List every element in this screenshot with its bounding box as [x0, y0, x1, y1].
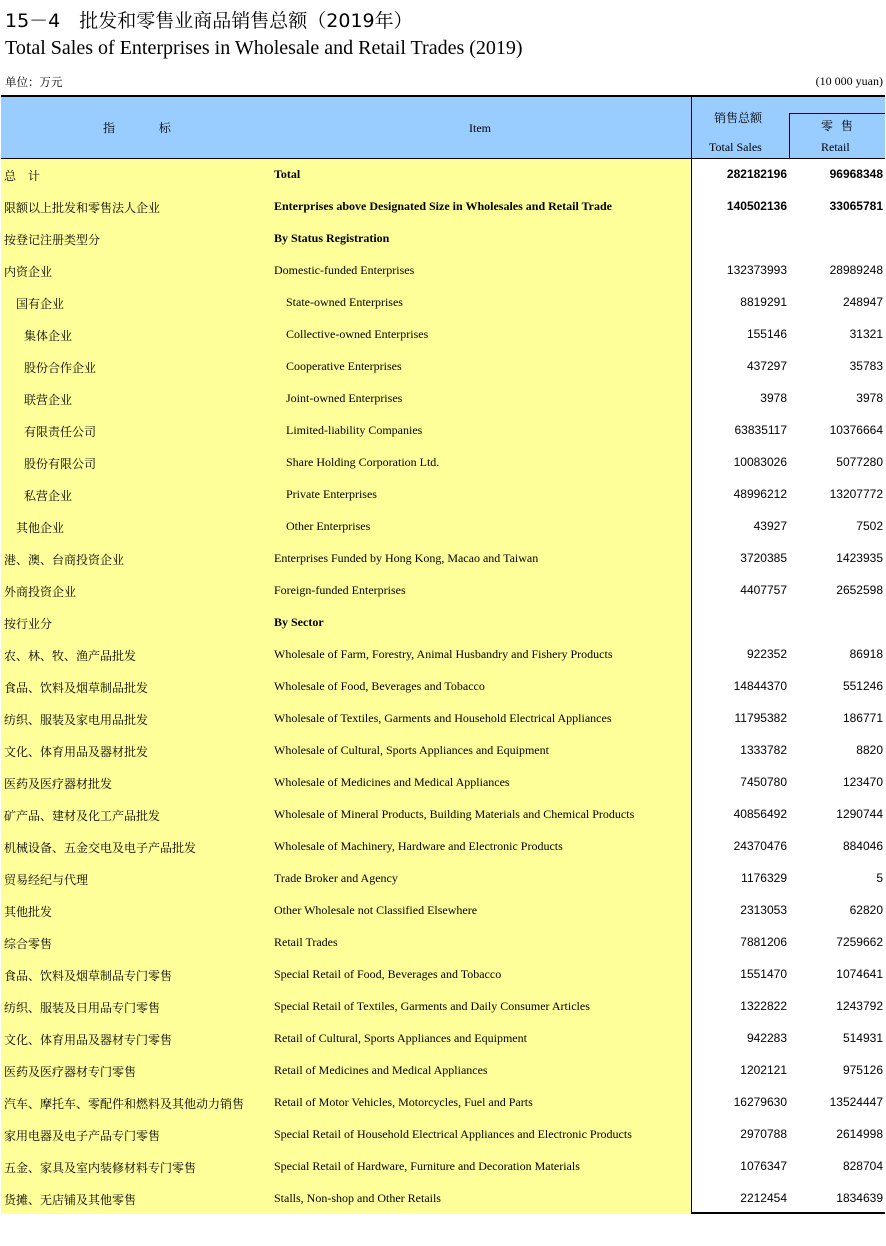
total-sales-value: 1551470	[740, 967, 787, 981]
total-sales-value: 11795382	[734, 711, 787, 725]
retail-value: 13524447	[829, 1095, 883, 1109]
row-label-cn: 港、澳、台商投资企业	[4, 553, 125, 567]
row-label-cn: 国有企业	[16, 297, 65, 311]
table-row	[1, 159, 885, 191]
header-item-cn: 指 标	[103, 121, 171, 135]
header-total-sales-cn: 销售总额	[714, 111, 763, 125]
total-sales-value: 437297	[746, 359, 787, 373]
total-sales-value: 922352	[746, 647, 787, 661]
header-total-sales-en: Total Sales	[709, 140, 762, 154]
total-sales-value: 7881206	[740, 935, 787, 949]
table-row	[1, 767, 885, 799]
row-label-en: Trade Broker and Agency	[274, 871, 398, 885]
total-sales-value: 155146	[746, 327, 787, 341]
row-label-cn: 机械设备、五金交电及电子产品批发	[4, 841, 197, 855]
table-body	[1, 159, 885, 1214]
row-label-cn: 外商投资企业	[4, 585, 77, 599]
table-row	[1, 799, 885, 831]
row-label-cn: 总 计	[4, 169, 41, 183]
row-label-en: Cooperative Enterprises	[286, 359, 402, 373]
row-label-en: Limited-liability Companies	[286, 423, 423, 437]
retail-value: 514931	[842, 1031, 883, 1045]
row-label-cn: 农、林、牧、渔产品批发	[4, 649, 137, 663]
row-label-en: Other Wholesale not Classified Elsewhere	[274, 903, 478, 917]
retail-value: 7259662	[836, 935, 883, 949]
row-label-en: Retail of Motor Vehicles, Motorcycles, Fuel and Parts	[274, 1095, 533, 1109]
total-sales-value: 2970788	[740, 1127, 787, 1141]
row-label-cn: 货摊、无店铺及其他零售	[4, 1193, 137, 1207]
total-sales-value: 8819291	[740, 295, 787, 309]
row-label-en: Retail Trades	[274, 935, 338, 949]
table-row	[1, 1055, 885, 1087]
table-row	[1, 1087, 885, 1119]
total-sales-value: 40856492	[733, 807, 787, 821]
table-row	[1, 383, 885, 415]
table-row	[1, 863, 885, 895]
row-label-en: Retail of Cultural, Sports Appliances and Equipment	[274, 1031, 527, 1045]
total-sales-value: 942283	[746, 1031, 787, 1045]
total-sales-value: 140502136	[726, 199, 787, 213]
row-label-en: Enterprises above Designated Size in Wholesales and Retail Trade	[274, 199, 613, 213]
total-sales-value: 2212454	[740, 1191, 787, 1205]
table-row	[1, 319, 885, 351]
table-row	[1, 639, 885, 671]
table-header	[1, 97, 885, 159]
total-sales-value: 3720385	[740, 551, 787, 565]
row-label-en: Wholesale of Mineral Products, Building Materials and Chemical Products	[274, 807, 635, 821]
total-sales-value: 7450780	[740, 775, 787, 789]
table-row	[1, 991, 885, 1023]
row-label-en: Other Enterprises	[286, 519, 371, 533]
total-sales-value: 10083026	[733, 455, 787, 469]
row-label-cn: 股份合作企业	[24, 361, 97, 375]
table-row	[1, 223, 885, 255]
table-row	[1, 1023, 885, 1055]
retail-value: 86918	[849, 647, 883, 661]
retail-value: 1243792	[836, 999, 883, 1013]
sales-table	[1, 95, 885, 1214]
total-sales-value: 4407757	[740, 583, 787, 597]
unit-label-cn: 单位：万元	[5, 75, 63, 89]
retail-value: 1834639	[836, 1191, 883, 1205]
row-label-cn: 家用电器及电子产品专门零售	[4, 1129, 161, 1143]
row-label-en: Wholesale of Food, Beverages and Tobacco	[274, 679, 485, 693]
header-item-en: Item	[469, 121, 491, 135]
table-row	[1, 1119, 885, 1151]
retail-value: 8820	[856, 743, 883, 757]
row-label-en: Stalls, Non-shop and Other Retails	[274, 1191, 441, 1205]
row-label-cn: 医药及医疗器材专门零售	[4, 1065, 137, 1079]
row-label-cn: 联营企业	[24, 393, 73, 407]
table-row	[1, 959, 885, 991]
retail-value: 1074641	[836, 967, 883, 981]
retail-value: 1423935	[836, 551, 883, 565]
total-sales-value: 132373993	[726, 263, 787, 277]
retail-value: 35783	[849, 359, 883, 373]
row-label-cn: 文化、体育用品及器材专门零售	[4, 1033, 173, 1047]
total-sales-value: 16279630	[733, 1095, 787, 1109]
row-label-en: Special Retail of Food, Beverages and Tobacco	[274, 967, 502, 981]
row-label-cn: 私营企业	[24, 489, 73, 503]
total-sales-value: 48996212	[733, 487, 787, 501]
retail-value: 28989248	[829, 263, 883, 277]
row-label-cn: 纺织、服装及家电用品批发	[4, 713, 149, 727]
retail-value: 5077280	[836, 455, 883, 469]
retail-value: 2614998	[836, 1127, 883, 1141]
row-label-cn: 限额以上批发和零售法人企业	[4, 201, 161, 215]
retail-value: 884046	[842, 839, 883, 853]
retail-value: 123470	[842, 775, 883, 789]
row-label-cn: 内资企业	[4, 265, 53, 279]
row-label-cn: 股份有限公司	[24, 457, 97, 471]
table-row	[1, 1183, 885, 1215]
total-sales-value: 2313053	[740, 903, 787, 917]
row-label-en: Wholesale of Medicines and Medical Appliances	[274, 775, 510, 789]
row-label-cn: 按登记注册类型分	[4, 233, 101, 247]
table-row	[1, 287, 885, 319]
total-sales-value: 1202121	[740, 1063, 787, 1077]
retail-value: 186771	[842, 711, 883, 725]
table-row	[1, 927, 885, 959]
row-label-en: Special Retail of Textiles, Garments and Daily Consumer Articles	[274, 999, 590, 1013]
table-row	[1, 607, 885, 639]
retail-value: 828704	[842, 1159, 883, 1173]
row-label-cn: 其他企业	[16, 521, 65, 535]
row-label-cn: 五金、家具及室内装修材料专门零售	[4, 1161, 197, 1175]
page-title-cn: 15－4 批发和零售业商品销售总额（2019年）	[5, 10, 413, 32]
table-row	[1, 1151, 885, 1183]
row-label-en: Total	[274, 167, 301, 181]
retail-value: 551246	[842, 679, 883, 693]
row-label-en: Share Holding Corporation Ltd.	[286, 455, 440, 469]
retail-value: 62820	[849, 903, 883, 917]
row-label-en: Domestic-funded Enterprises	[274, 263, 415, 277]
row-label-cn: 纺织、服装及日用品专门零售	[4, 1001, 161, 1015]
total-sales-value: 1333782	[740, 743, 787, 757]
table-row	[1, 831, 885, 863]
retail-value: 2652598	[836, 583, 883, 597]
total-sales-value: 282182196	[726, 167, 787, 181]
row-label-cn: 按行业分	[4, 617, 53, 631]
table-row	[1, 543, 885, 575]
row-label-en: Collective-owned Enterprises	[286, 327, 429, 341]
row-label-en: State-owned Enterprises	[286, 295, 403, 309]
header-retail-cn: 零 售	[821, 119, 853, 133]
row-label-en: Wholesale of Farm, Forestry, Animal Husbandry and Fishery Products	[274, 647, 613, 661]
row-label-en: By Status Registration	[274, 231, 390, 245]
header-retail-en: Retail	[821, 140, 850, 154]
retail-value: 13207772	[829, 487, 883, 501]
retail-value: 10376664	[829, 423, 883, 437]
retail-value: 3978	[856, 391, 883, 405]
table-row	[1, 511, 885, 543]
retail-value: 31321	[849, 327, 883, 341]
row-label-en: Special Retail of Hardware, Furniture and Decoration Materials	[274, 1159, 580, 1173]
total-sales-value: 43927	[753, 519, 787, 533]
row-label-en: Wholesale of Cultural, Sports Appliances and Equipment	[274, 743, 549, 757]
retail-value: 7502	[856, 519, 883, 533]
table-row	[1, 575, 885, 607]
row-label-cn: 贸易经纪与代理	[4, 873, 89, 887]
row-label-en: Foreign-funded Enterprises	[274, 583, 406, 597]
retail-value: 975126	[842, 1063, 883, 1077]
table-row	[1, 255, 885, 287]
row-label-cn: 综合零售	[4, 937, 53, 951]
table-row	[1, 735, 885, 767]
total-sales-value: 1176329	[741, 871, 787, 885]
row-label-cn: 矿产品、建材及化工产品批发	[4, 809, 161, 823]
total-sales-value: 1076347	[740, 1159, 787, 1173]
total-sales-value: 24370476	[733, 839, 787, 853]
retail-value: 1290744	[836, 807, 883, 821]
row-label-cn: 汽车、摩托车、零配件和燃料及其他动力销售	[4, 1097, 245, 1111]
total-sales-value: 63835117	[734, 423, 787, 437]
table-row	[1, 351, 885, 383]
total-sales-value: 3978	[760, 391, 787, 405]
row-label-en: Wholesale of Textiles, Garments and Household Electrical Appliances	[274, 711, 612, 725]
table-row	[1, 479, 885, 511]
table-row	[1, 895, 885, 927]
retail-value: 248947	[842, 295, 883, 309]
row-label-cn: 医药及医疗器材批发	[4, 777, 113, 791]
table-row	[1, 447, 885, 479]
page-title-en: Total Sales of Enterprises in Wholesale and Retail Trades (2019)	[5, 37, 523, 59]
retail-value: 5	[876, 871, 883, 885]
row-label-cn: 其他批发	[4, 905, 53, 919]
row-label-en: Wholesale of Machinery, Hardware and Electronic Products	[274, 839, 563, 853]
retail-value: 33065781	[829, 199, 883, 213]
table-row	[1, 671, 885, 703]
header-divider	[691, 97, 692, 158]
total-sales-value: 1322822	[740, 999, 787, 1013]
row-label-cn: 集体企业	[24, 329, 73, 343]
row-label-cn: 有限责任公司	[24, 425, 97, 439]
row-label-en: Joint-owned Enterprises	[286, 391, 403, 405]
row-label-en: By Sector	[274, 615, 324, 629]
total-sales-value: 14844370	[733, 679, 787, 693]
row-label-cn: 食品、饮料及烟草制品批发	[4, 681, 149, 695]
row-label-cn: 文化、体育用品及器材批发	[4, 745, 149, 759]
table-row	[1, 415, 885, 447]
unit-label-en: (10 000 yuan)	[815, 74, 883, 88]
table-row	[1, 191, 885, 223]
row-label-en: Private Enterprises	[286, 487, 377, 501]
row-label-en: Special Retail of Household Electrical Appliances and Electronic Products	[274, 1127, 632, 1141]
retail-value: 96968348	[829, 167, 883, 181]
row-label-en: Enterprises Funded by Hong Kong, Macao and Taiwan	[274, 551, 539, 565]
row-label-cn: 食品、饮料及烟草制品专门零售	[4, 969, 173, 983]
row-label-en: Retail of Medicines and Medical Appliances	[274, 1063, 488, 1077]
table-row	[1, 703, 885, 735]
